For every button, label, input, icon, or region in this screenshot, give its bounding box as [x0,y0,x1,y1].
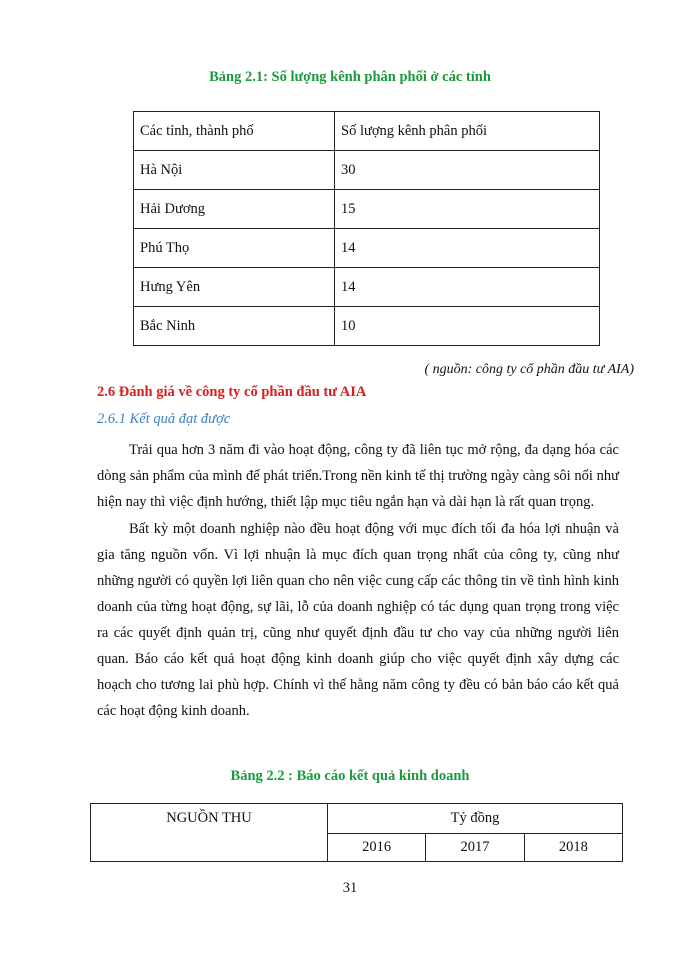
header-unit-billion-vnd: Tỷ đồng [328,804,623,834]
province-cell: Bắc Ninh [134,307,335,346]
province-cell: Hưng Yên [134,268,335,307]
table-header-row [134,112,600,151]
section-heading: 2.6 Đánh giá về công ty cổ phần đầu tư AIA [97,384,367,400]
page-number: 31 [342,880,358,896]
province-cell: Hà Nội [134,151,335,190]
count-cell: 30 [335,151,600,190]
distribution-channels-table [133,111,600,346]
table-row [134,151,600,190]
business-results-table [90,803,623,862]
header-year: 2017 [426,833,524,862]
paragraph: Trải qua hơn 3 năm đi vào hoạt động, công ty đã liên tục mở rộng, đa dạng hóa các dòng sản phẩm của mình để phát triển.Trong nền kinh tế thị trường ngày càng sôi nổi như hiện nay thì việc định hướng, thiết lập mục tiêu ngắn hạn và dài hạn là rất quan trọng. [97,442,619,510]
table1-source-note: ( nguồn: công ty cổ phần đầu tư AIA) [424,362,634,377]
province-cell: Hải Dương [134,190,335,229]
table-row [134,307,600,346]
header-channel-count: Số lượng kênh phân phối [335,112,600,151]
subsection-heading: 2.6.1 Kết quả đạt được [97,411,231,427]
header-province: Các tỉnh, thành phố [134,112,335,151]
count-cell: 14 [335,229,600,268]
paragraph: Bất kỳ một doanh nghiệp nào đều hoạt động với mục đích tối đa hóa lợi nhuận và gia tăng nguồn vốn. Vì lợi nhuận là mục đích quan trọng nhất của công ty, cũng như những người có quyền lợi liên quan cho nên việc cung cấp các thông tin về tình hình kinh doanh của từng hoạt động, sự lãi, lỗ của doanh nghiệp có tác dụng quan trọng trong việc ra các quyết định quản trị, cũng như quyết định đầu tư cho vay của những người liên quan. Báo cáo kết quả hoạt động kinh doanh giúp cho việc quyết định xây dựng các hoạch cho tương lai phù hợp. Chính vì thế hằng năm công ty đều có bản báo cáo kết quả các hoạt động kinh doanh. [97,521,619,719]
province-cell: Phú Thọ [134,229,335,268]
count-cell: 10 [335,307,600,346]
table1-caption: Bảng 2.1: Số lượng kênh phân phối ở các tỉnh [209,69,491,85]
count-cell: 15 [335,190,600,229]
table-row [134,190,600,229]
header-year: 2016 [328,833,426,862]
table2-caption: Bảng 2.2 : Báo cáo kết quả kinh doanh [230,768,470,784]
table-row [134,268,600,307]
table-row [134,229,600,268]
header-year: 2018 [524,833,622,862]
header-revenue-source: NGUỒN THU [91,804,328,862]
table-header-row [91,804,623,834]
count-cell: 14 [335,268,600,307]
